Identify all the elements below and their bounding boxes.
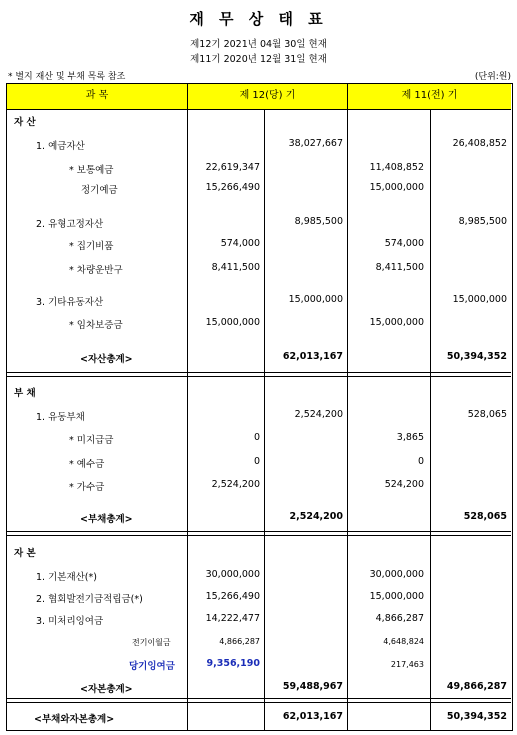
row-label: 2. 유형고정자산 [36, 219, 104, 230]
current-detail: 9,356,190 [206, 658, 260, 669]
current-detail: 15,266,490 [205, 182, 260, 193]
prior-subtotal: 528,065 [467, 409, 507, 420]
row-label: 전기이월금 [132, 638, 171, 647]
section-divider [7, 372, 511, 377]
row-label: * 보통예금 [69, 165, 114, 176]
table-row [7, 235, 511, 255]
col-header-subject: 과 목 [7, 84, 188, 110]
prior-detail: 8,411,500 [375, 262, 424, 273]
row-label: 2. 협회발전기금적립금(*) [36, 594, 143, 605]
table-row [7, 708, 511, 728]
prior-detail: 15,000,000 [369, 317, 424, 328]
col-header-current: 제 12(당) 기 [188, 84, 348, 110]
asset-total-prior: 50,394,352 [446, 351, 507, 362]
period-prior: 제11기 2020년 12월 31일 현재 [190, 54, 327, 65]
prior-detail: 11,408,852 [369, 162, 424, 173]
prior-detail: 3,865 [396, 432, 424, 443]
asset-total-current: 62,013,167 [282, 351, 343, 362]
table-row [7, 678, 511, 698]
row-label: <부채와자본총계> [34, 714, 115, 725]
period-current: 제12기 2021년 04월 30일 현재 [190, 39, 327, 50]
row-label: <자산총계> [80, 354, 133, 365]
current-detail: 30,000,000 [205, 569, 260, 580]
table-row [7, 429, 511, 449]
liability-total-prior: 528,065 [463, 511, 507, 522]
current-subtotal: 38,027,667 [288, 138, 343, 149]
table-row [7, 508, 511, 528]
current-detail: 14,222,477 [205, 613, 260, 624]
table-row [7, 610, 511, 630]
current-detail: 0 [253, 456, 260, 467]
balance-sheet-table [6, 83, 513, 731]
prior-detail: 0 [417, 456, 424, 467]
note-text: * 별지 재산 및 부채 목록 참조 [8, 72, 126, 82]
row-label: 3. 미처리잉여금 [36, 616, 104, 627]
current-detail: 2,524,200 [211, 479, 260, 490]
prior-subtotal: 15,000,000 [452, 294, 507, 305]
table-row [7, 348, 511, 368]
table-row [7, 259, 511, 279]
row-label: * 미지급금 [69, 435, 114, 446]
row-label: 자 본 [14, 548, 36, 559]
table-row [7, 291, 511, 311]
row-label: 1. 유동부채 [36, 412, 85, 423]
prior-detail: 4,648,824 [383, 637, 424, 646]
prior-subtotal: 8,985,500 [458, 216, 507, 227]
prior-detail: 524,200 [384, 479, 424, 490]
prior-detail: 15,000,000 [369, 182, 424, 193]
row-label: 정기예금 [81, 185, 118, 196]
report-title: 재 무 상 태 표 [189, 10, 328, 28]
current-subtotal: 15,000,000 [288, 294, 343, 305]
col-header-prior: 제 11(전) 기 [348, 84, 511, 110]
table-row [7, 111, 511, 131]
table-row [7, 588, 511, 608]
row-label: * 집기비품 [69, 241, 114, 252]
table-row [7, 632, 511, 652]
liability-total-current: 2,524,200 [289, 511, 343, 522]
equity-total-current: 59,488,967 [282, 681, 343, 692]
row-label: 자 산 [14, 117, 36, 128]
prior-detail: 30,000,000 [369, 569, 424, 580]
prior-detail: 574,000 [384, 238, 424, 249]
table-row [7, 159, 511, 179]
prior-detail: 4,866,287 [375, 613, 424, 624]
current-detail: 22,619,347 [205, 162, 260, 173]
table-row [7, 179, 511, 199]
equity-total-prior: 49,866,287 [446, 681, 507, 692]
table-row [7, 542, 511, 562]
current-detail: 15,266,490 [205, 591, 260, 602]
row-label: * 예수금 [69, 459, 105, 470]
table-row [7, 314, 511, 334]
current-subtotal: 8,985,500 [294, 216, 343, 227]
current-detail: 0 [253, 432, 260, 443]
prior-subtotal: 26,408,852 [452, 138, 507, 149]
row-label: <자본총계> [80, 684, 133, 695]
section-divider [7, 698, 511, 703]
table-row [7, 382, 511, 402]
row-label: 부 채 [14, 388, 36, 399]
table-row [7, 655, 511, 675]
current-detail: 574,000 [220, 238, 260, 249]
section-divider [7, 531, 511, 536]
table-row [7, 406, 511, 426]
table-row [7, 566, 511, 586]
unit-text: (단위:원) [474, 72, 511, 82]
grand-total-current: 62,013,167 [282, 711, 343, 722]
row-label: 1. 예금자산 [36, 141, 85, 152]
row-label: 3. 기타유동자산 [36, 297, 104, 308]
row-label: * 임차보증금 [69, 320, 123, 331]
table-row [7, 476, 511, 496]
grand-total-prior: 50,394,352 [446, 711, 507, 722]
table-row [7, 453, 511, 473]
current-detail: 4,866,287 [219, 637, 260, 646]
row-label: * 차량운반구 [69, 265, 123, 276]
current-detail: 8,411,500 [211, 262, 260, 273]
current-detail: 15,000,000 [205, 317, 260, 328]
current-subtotal: 2,524,200 [294, 409, 343, 420]
table-row [7, 213, 511, 233]
row-label: 1. 기본재산(*) [36, 572, 97, 583]
row-label: 당기잉여금 [129, 661, 175, 672]
prior-detail: 217,463 [390, 660, 424, 669]
table-row [7, 135, 511, 155]
row-label: * 가수금 [69, 482, 105, 493]
row-label: <부채총계> [80, 514, 133, 525]
prior-detail: 15,000,000 [369, 591, 424, 602]
